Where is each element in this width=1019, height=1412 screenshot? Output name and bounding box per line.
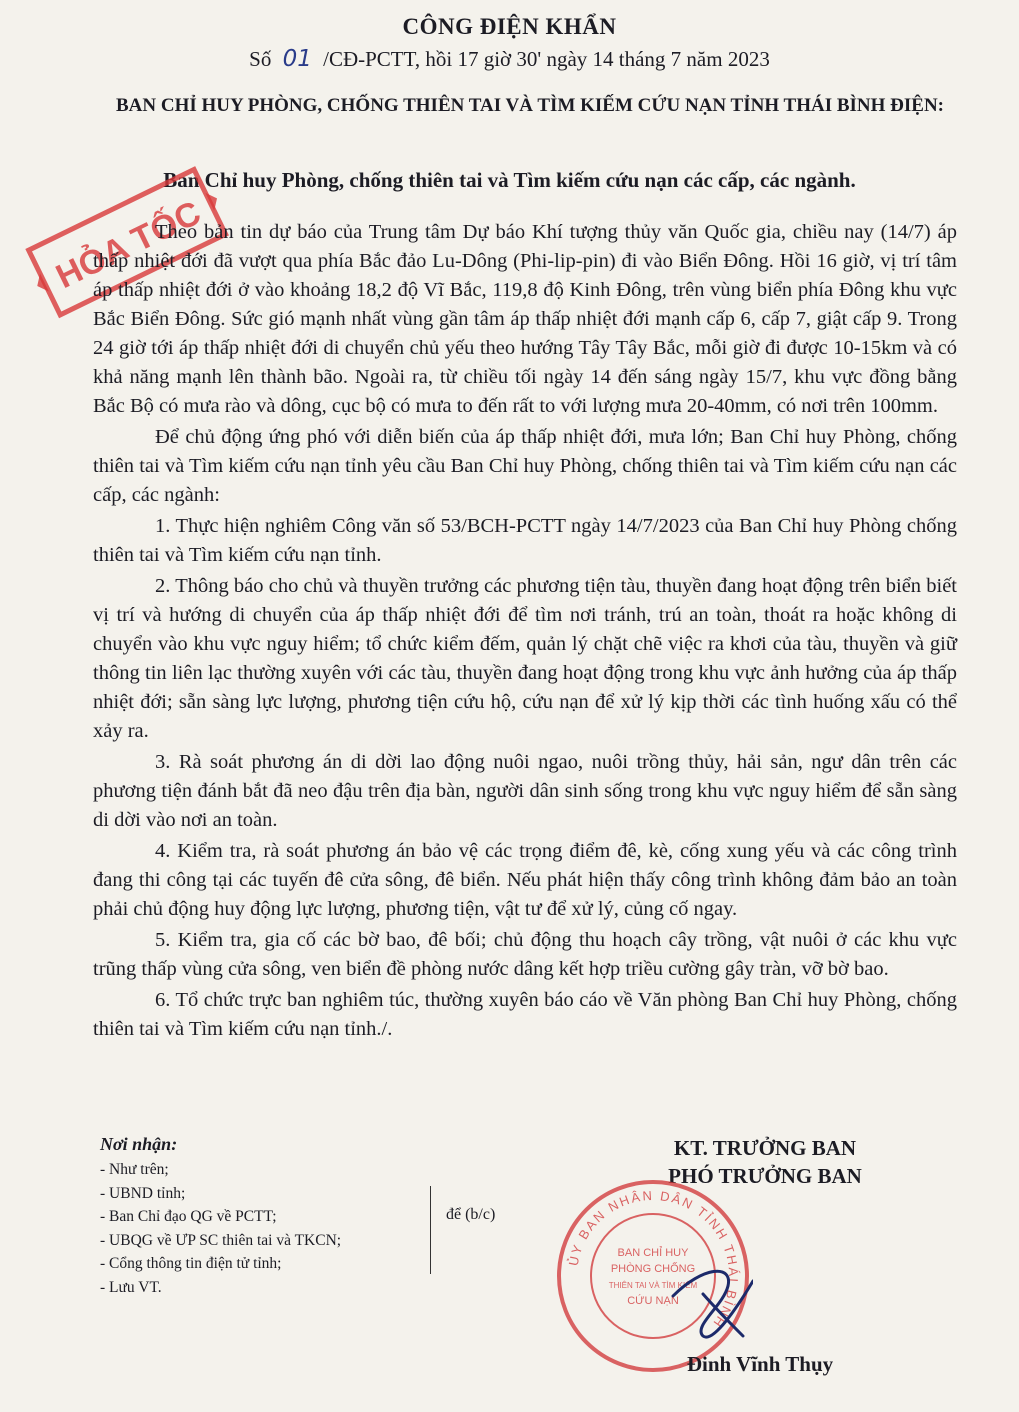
seal-ring-text: ỦY BAN NHÂN DÂN TỈNH THÁI BÌNH [565, 1187, 742, 1332]
distribution-title: Nơi nhận: [100, 1134, 178, 1154]
recipient-line: Ban Chỉ huy Phòng, chống thiên tai và Tìm kiếm cứu nạn các cấp, các ngành. [163, 168, 856, 192]
distribution-item: - Lưu VT. [100, 1278, 162, 1296]
handwritten-number: 01 [282, 46, 312, 72]
distribution-item: - UBQG về ƯP SC thiên tai và TKCN; [100, 1231, 342, 1249]
distribution-item: - Cổng thông tin điện tử tỉnh; [100, 1255, 282, 1272]
paragraph-item-6: 6. Tổ chức trực ban nghiêm túc, thường xuyên báo cáo về Văn phòng Ban Chỉ huy Phòng, chống thiên tai và Tìm kiếm cứu nạn tỉnh./. [93, 989, 957, 1040]
paragraph-item-4: 4. Kiểm tra, rà soát phương án bảo vệ các trọng điểm đê, kè, cống xung yếu và các công trình đang thi công tại các tuyến đê cửa sông, đê biển. Nếu phát hiện thấy công trình không đảm bảo an toàn phải chủ động huy động lực lượng, phương tiện, vật tư để xử lý, củng cố ngay. [93, 840, 957, 920]
official-seal [553, 1176, 753, 1376]
document-number-line [0, 46, 1019, 72]
distribution-item: - Như trên; [100, 1161, 169, 1178]
signature-line-1: KT. TRƯỞNG BAN [673, 1136, 857, 1160]
document-body [93, 218, 957, 1044]
distribution-item: - UBND tỉnh; [100, 1184, 186, 1202]
distribution-item: - Ban Chỉ đạo QG về PCTT; [100, 1208, 277, 1225]
distribution-bracket [430, 1186, 431, 1274]
paragraph-item-3: 3. Rà soát phương án di dời lao động nuôi ngao, nuôi trồng thủy, hải sản, ngư dân trên các phương tiện đánh bắt đã neo đậu trên địa bàn, người dân sinh sống trong khu vực nguy hiểm để sẵn sàng di dời vào nơi an toàn. [93, 751, 957, 831]
paragraph-item-5: 5. Kiểm tra, gia cố các bờ bao, đê bối; chủ động thu hoạch cây trồng, vật nuôi ở các khu vực trũng thấp vùng cửa sông, ven biển đề phòng nước dâng kết hợp triều cường gây tràn, vỡ bờ bao. [93, 929, 957, 980]
number-suffix: /CĐ-PCTT, hồi 17 giờ 30' ngày 14 tháng 7 năm 2023 [323, 47, 770, 71]
paragraph-forecast: Theo bản tin dự báo của Trung tâm Dự báo Khí tượng thủy văn Quốc gia, chiều nay (14/7) áp thấp nhiệt đới đã vượt qua phía Bắc đảo Lu-Dông (Phi-lip-pin) đi vào Biển Đông. Hồi 16 giờ, vị trí tâm áp thấp nhiệt đới ở vào khoảng 18,2 độ Vĩ Bắc, 119,8 độ Kinh Đông, trên vùng biển phía Đông khu vực Bắc Biển Đông. Sức gió mạnh nhất vùng gần tâm áp thấp nhiệt đới mạnh cấp 6, cấp 7, giật cấp 9. Trong 24 giờ tới áp thấp nhiệt đới di chuyển chủ yếu theo hướng Tây Tây Bắc, mỗi giờ đi được 10-15km và có khả năng mạnh lên thành bão. Ngoài ra, từ chiều tối ngày 14 đến sáng ngày 15/7, khu vực đồng bằng Bắc Bộ có mưa rào và dông, cục bộ có mưa to đến rất to với lượng mưa 20-40mm, có nơi trên 100mm. [93, 221, 957, 417]
paragraph-item-2: 2. Thông báo cho chủ và thuyền trưởng các phương tiện tàu, thuyền đang hoạt động trên biển biết vị trí và hướng di chuyển của áp thấp nhiệt đới để tìm nơi tránh, trú an toàn, thoát ra hoặc không di chuyển vào khu vực nguy hiểm; tổ chức kiểm đếm, quản lý chặt chẽ việc ra khơi của tàu, thuyền và giữ thông tin liên lạc thường xuyên với các tàu, thuyền đang hoạt động trong khu vực ảnh hưởng của áp thấp nhiệt đới; sẵn sàng lực lượng, phương tiện cứu hộ, cứu nạn để xử lý kịp thời các tình huống xấu có thể xảy ra. [93, 575, 957, 742]
paragraph-item-1: 1. Thực hiện nghiêm Công văn số 53/BCH-PCTT ngày 14/7/2023 của Ban Chỉ huy Phòng chống thiên tai và Tìm kiếm cứu nạn tỉnh. [93, 515, 957, 566]
urgent-stamp-text: HỎA TỐC [50, 193, 207, 297]
seal-center-line: THIÊN TAI VÀ TÌM KIẾM [608, 1281, 698, 1290]
seal-center-line: BAN CHỈ HUY [617, 1247, 689, 1259]
seal-center-line: CỨU NẠN [627, 1295, 679, 1307]
signer-name: Đinh Vĩnh Thụy [686, 1352, 834, 1376]
document-footer [0, 1134, 1019, 1412]
number-prefix: Số [249, 47, 272, 71]
document-title: CÔNG ĐIỆN KHẨN [402, 14, 617, 39]
seal-center-line: PHÒNG CHỐNG [610, 1263, 696, 1275]
signature-line-2: PHÓ TRƯỞNG BAN [668, 1164, 862, 1188]
paragraph-request: Để chủ động ứng phó với diễn biến của áp thấp nhiệt đới, mưa lớn; Ban Chỉ huy Phòng, chống thiên tai và Tìm kiếm cứu nạn tỉnh yêu cầu Ban Chỉ huy Phòng, chống thiên tai và Tìm kiếm cứu nạn các cấp, các ngành: [93, 426, 957, 506]
distribution-note: để (b/c) [446, 1206, 496, 1223]
distribution-list [100, 1158, 341, 1299]
issuing-agency: BAN CHỈ HUY PHÒNG, CHỐNG THIÊN TAI VÀ TÌM KIẾM CỨU NẠN TỈNH THÁI BÌNH ĐIỆN: [115, 95, 944, 116]
